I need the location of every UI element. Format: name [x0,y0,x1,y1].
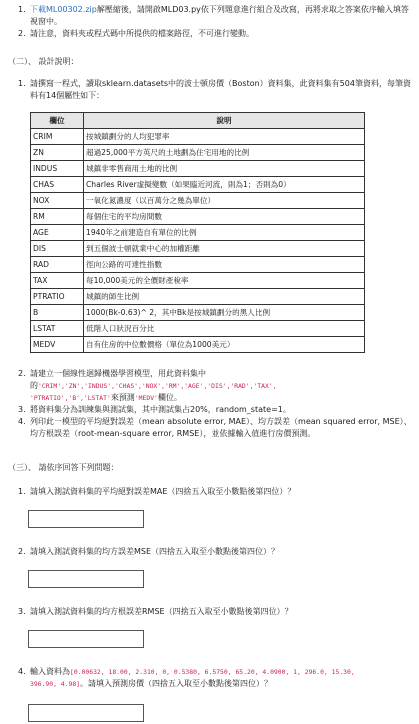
field-description-cell: 城鎮非零售商用土地的比例 [84,161,365,177]
table-row [31,129,365,145]
answer-input-4[interactable] [28,704,144,722]
design-text: 請撰寫一程式，讀取sklearn.datasets中的波士頓房價（Boston）資料集，此資料集有504筆資料，每筆資料有14個屬性如下： [30,79,411,100]
field-name-cell: DIS [31,241,84,257]
design-item: 2. 請建立一個線性迴歸機器學習模型，用此資料集中 的'CRIM','ZN','INDUS','CHAS','NOX','RM','AGE','DIS','RAD','TAX', 'PTRATIO','B','LSTAT'來預測'MEDV'欄位。 [18,369,277,402]
field-description-cell: 每10,000美元的全價財產稅率 [84,273,365,289]
attributes-table [30,112,365,353]
table-body [31,129,365,353]
code-input-data: 396.90, 4.98] [30,680,81,688]
section-title: （二）、 設計說明： [8,57,79,66]
table-header-row [31,113,365,129]
table-row [31,337,365,353]
instruction-item: 1. 下載ML00302.zip解壓縮後，請開啟MLD03.py依下列題意進行組合及改寫，再將求取之答案依序輸入填答視窗中。 [18,5,409,26]
table-row [31,209,365,225]
field-description-cell: 每個住宅的平均房間數 [84,209,365,225]
design-list-cont [18,368,414,440]
field-description-cell: 一氧化氮濃度（以百萬分之幾為單位） [84,193,365,209]
field-name-cell: MEDV [31,337,84,353]
field-description-cell: 徑向公路的可達性指數 [84,257,365,273]
section-title: （三）、 請依序回答下列問題： [8,463,119,472]
field-description-cell: 低階人口狀況百分比 [84,321,365,337]
field-description-cell: Charles River虛擬變數（如果臨近河流，則為1；否則為0） [84,177,365,193]
instruction-item: 2. 請注意，資料夾或程式碼中所提供的檔案路徑，不可進行變動。 [18,29,254,38]
field-name-cell: PTRATIO [31,289,84,305]
field-name-cell: RM [31,209,84,225]
answer-input-1[interactable] [28,510,144,528]
field-name-cell: LSTAT [31,321,84,337]
table-row [31,177,365,193]
code-target: 'MEDV' [134,394,158,402]
field-name-cell: NOX [31,193,84,209]
table-row [31,273,365,289]
question-1: 1. 請填入測試資料集的平均絕對誤差MAE（四捨五入取至小數點後第四位）？ [18,487,296,496]
field-description-cell: 1000(Bk-0.63)^ 2，其中Bk是按城鎮劃分的黑人比例 [84,305,365,321]
question-3: 3. 請填入測試資料集的均方根誤差RMSE（四捨五入取至小數點後第四位）？ [18,607,293,616]
field-description-cell: 到五個波士頓就業中心的加權距離 [84,241,365,257]
field-name-cell: AGE [31,225,84,241]
design-item: 1. 請撰寫一程式，讀取sklearn.datasets中的波士頓房價（Boston）資料集，此資料集有504筆資料，每筆資料有14個屬性如下： [18,79,411,100]
table-row [31,161,365,177]
question-4: 4. 輸入資料為[0.00632, 18.00, 2.310, 0, 0.5380, 6.5750, 65.20, 4.0900, 1, 296.0, 15.30, 396.90, 4.98]。請填入預測房價（四捨五入取至小數點後第四位）？ [18,667,355,688]
field-name-cell: B [31,305,84,321]
instruction-text: 請注意，資料夾或程式碼中所提供的檔案路徑，不可進行變動。 [30,29,254,38]
answer-input-2[interactable] [28,570,144,588]
table-row [31,225,365,241]
field-description-cell: 1940年之前建造自有單位的比例 [84,225,365,241]
field-description-cell: 自有住房的中位數價格（單位為1000美元） [84,337,365,353]
field-description-cell: 按城鎮劃分的人均犯罪率 [84,129,365,145]
download-link[interactable]: 下載ML00302.zip [30,5,97,14]
table-row [31,289,365,305]
table-row [31,145,365,161]
design-list [18,78,414,102]
code-input-data: [0.00632, 18.00, 2.310, 0, 0.5380, 6.5750, 65.20, 4.0900, 1, 296.0, 15.30, [70,668,355,676]
design-item: 3. 將資料集分為訓練集與測試集，其中測試集占20%，random_state=1。 [18,405,291,414]
table-row [31,257,365,273]
field-name-cell: RAD [31,257,84,273]
field-description-cell: 城鎮的師生比例 [84,289,365,305]
field-description-cell: 超過25,000平方英尺的土地劃為住宅用地的比例 [84,145,365,161]
field-name-cell: CHAS [31,177,84,193]
table-row [31,305,365,321]
question-2: 2. 請填入測試資料集的均方誤差MSE（四捨五入取至小數點後第四位）？ [18,547,280,556]
field-name-cell: CRIM [31,129,84,145]
field-name-cell: ZN [31,145,84,161]
instruction-text: 解壓縮後，請開啟MLD03.py依下列題意進行組合及改寫，再將求取之答案依序輸入填答視窗中。 [30,5,409,26]
field-name-cell: TAX [31,273,84,289]
code-features: 'CRIM','ZN','INDUS','CHAS','NOX','RM','AGE','DIS','RAD','TAX', [38,382,277,390]
table-row [31,321,365,337]
column-header: 欄位 [31,113,84,129]
instructions-list [18,4,414,40]
field-name-cell: INDUS [31,161,84,177]
table-row [31,241,365,257]
answer-input-3[interactable] [28,630,144,648]
table-row [31,193,365,209]
code-features: 'PTRATIO','B','LSTAT' [30,394,111,402]
column-header: 說明 [84,113,365,129]
design-item: 4. 列印此一模型的平均絕對誤差（mean absolute error, MAE）、均方誤差（mean squared error, MSE）、均方根誤差（root-mean-square error, RMSE），並依據輸入值進行房價預測。 [18,417,412,438]
